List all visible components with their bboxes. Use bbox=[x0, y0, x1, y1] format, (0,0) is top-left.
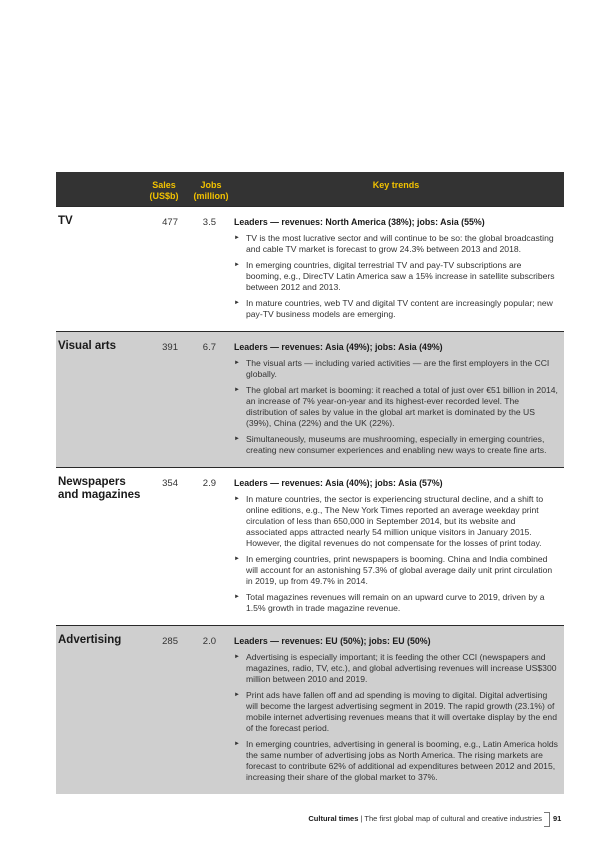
leaders-line: Leaders — revenues: North America (38%); jobs: Asia (55%) bbox=[234, 217, 485, 227]
sales-value: 477 bbox=[162, 217, 178, 228]
list-item: ► Print ads have fallen off and ad spending is moving to digital. Digital advertising will become the largest advertising segment in 2019. The rapid growth (23.1%) of mobile internet advertising revenues means that it will overtake display by the end of the forecast period. bbox=[234, 690, 557, 733]
bullet-arrow-icon: ► bbox=[234, 436, 240, 442]
leaders-line: Leaders — revenues: EU (50%); jobs: EU (50%) bbox=[234, 636, 431, 646]
trends-cell bbox=[234, 468, 564, 625]
trend-list bbox=[234, 494, 558, 614]
trends-cell bbox=[234, 626, 564, 794]
bullet-arrow-icon: ► bbox=[234, 556, 240, 562]
sector-name: TV bbox=[58, 215, 73, 227]
publication-title: Cultural times bbox=[308, 814, 359, 823]
sector-name: Advertising bbox=[58, 634, 122, 646]
page-footer bbox=[0, 812, 600, 826]
list-item: ► Total magazines revenues will remain on an upward curve to 2019, driven by a 1.5% growth in trade magazine revenue. bbox=[234, 592, 545, 613]
bracket-divider bbox=[544, 812, 550, 827]
table-row-advertising bbox=[56, 625, 564, 794]
jobs-value: 2.9 bbox=[202, 478, 216, 489]
header-sales: Sales (US$b) bbox=[149, 180, 179, 201]
table-row-newspapers-magazines bbox=[56, 467, 564, 625]
leaders-line: Leaders — revenues: Asia (40%); jobs: Asia (57%) bbox=[234, 478, 443, 488]
header-jobs: Jobs (million) bbox=[193, 180, 229, 201]
bullet-arrow-icon: ► bbox=[234, 692, 240, 698]
jobs-value: 6.7 bbox=[202, 342, 216, 353]
bullet-arrow-icon: ► bbox=[234, 360, 240, 366]
publication-line bbox=[308, 814, 542, 823]
sales-value: 285 bbox=[162, 636, 178, 647]
bullet-arrow-icon: ► bbox=[234, 235, 240, 241]
trend-list bbox=[234, 358, 558, 456]
trends-cell bbox=[234, 332, 564, 467]
list-item: ► The global art market is booming: it reached a total of just over €51 billion in 2014, an increase of 7% year-on-year and its highest-ever recorded level. The distribution of sales by value in the global art market is dominated by the US (39%), China (22%) and the UK (22%). bbox=[234, 385, 558, 428]
sales-value: 391 bbox=[162, 342, 178, 353]
sector-name: Visual arts bbox=[58, 340, 116, 352]
bullet-arrow-icon: ► bbox=[234, 387, 240, 393]
trends-cell bbox=[234, 207, 564, 331]
list-item: ► In emerging countries, print newspapers is booming. China and India combined will account for an astonishing 57.3% of global average daily unit print circulation in 2019, up from 49.7% in 2014. bbox=[234, 554, 553, 586]
list-item: ► In emerging countries, advertising in general is booming, e.g., Latin America holds the same number of advertising jobs as North America. The rising markets are forecast to contribute 62% of additional ad expenditures between 2012 and 2015, increasing their share of the global market to 37%. bbox=[234, 739, 558, 782]
table-row-tv bbox=[56, 206, 564, 331]
sales-value: 354 bbox=[162, 478, 178, 489]
trend-list bbox=[234, 652, 558, 783]
sector-name: Newspapers and magazines bbox=[58, 476, 141, 501]
trend-list bbox=[234, 233, 558, 320]
table-row-visual-arts bbox=[56, 331, 564, 467]
page-number: 91 bbox=[553, 814, 562, 823]
list-item: ► In mature countries, the sector is experiencing structural decline, and a shift to online editions, e.g., The New York Times reported an average weekday print circulation of less than 650,000 in September 2014, but its website and associated apps attracted nearly 54 million unique visitors in January 2015. However, the digital revenues do not compensate for the losses of print today. bbox=[234, 494, 544, 548]
list-item: ► Advertising is especially important; it is feeding the other CCI (newspapers and magazines, radio, TV, etc.), and global advertising revenues will increase US$300 million between 2010 and 2019. bbox=[234, 652, 557, 684]
list-item: ► In mature countries, web TV and digital TV content are increasingly popular; new pay-TV business models are emerging. bbox=[234, 298, 553, 319]
header-key-trends: Key trends bbox=[372, 180, 420, 190]
bullet-arrow-icon: ► bbox=[234, 496, 240, 502]
bullet-arrow-icon: ► bbox=[234, 594, 240, 600]
table-header bbox=[56, 172, 564, 206]
jobs-value: 3.5 bbox=[202, 217, 216, 228]
leaders-line: Leaders — revenues: Asia (49%); jobs: Asia (49%) bbox=[234, 342, 443, 352]
list-item: ► Simultaneously, museums are mushrooming, especially in emerging countries, creating new consumer experiences and enabling new ways to create fine arts. bbox=[234, 434, 547, 455]
bullet-arrow-icon: ► bbox=[234, 262, 240, 268]
bullet-arrow-icon: ► bbox=[234, 741, 240, 747]
list-item: ► TV is the most lucrative sector and will continue to be so: the global broadcasting and cable TV market is forecast to grow 24.3% between 2013 and 2018. bbox=[234, 233, 554, 254]
bullet-arrow-icon: ► bbox=[234, 300, 240, 306]
bullet-arrow-icon: ► bbox=[234, 654, 240, 660]
jobs-value: 2.0 bbox=[202, 636, 216, 647]
list-item: ► In emerging countries, digital terrestrial TV and pay-TV subscriptions are booming, e.g., DirecTV Latin America saw a 15% increase in satellite subscribers between 2012 and 2013. bbox=[234, 260, 555, 292]
list-item: ► The visual arts — including varied activities — are the first employers in the CCI globally. bbox=[234, 358, 550, 379]
key-trends-table bbox=[56, 172, 564, 794]
publication-subtitle: The first global map of cultural and creative industries bbox=[364, 814, 542, 823]
footer-separator: | bbox=[360, 814, 363, 823]
